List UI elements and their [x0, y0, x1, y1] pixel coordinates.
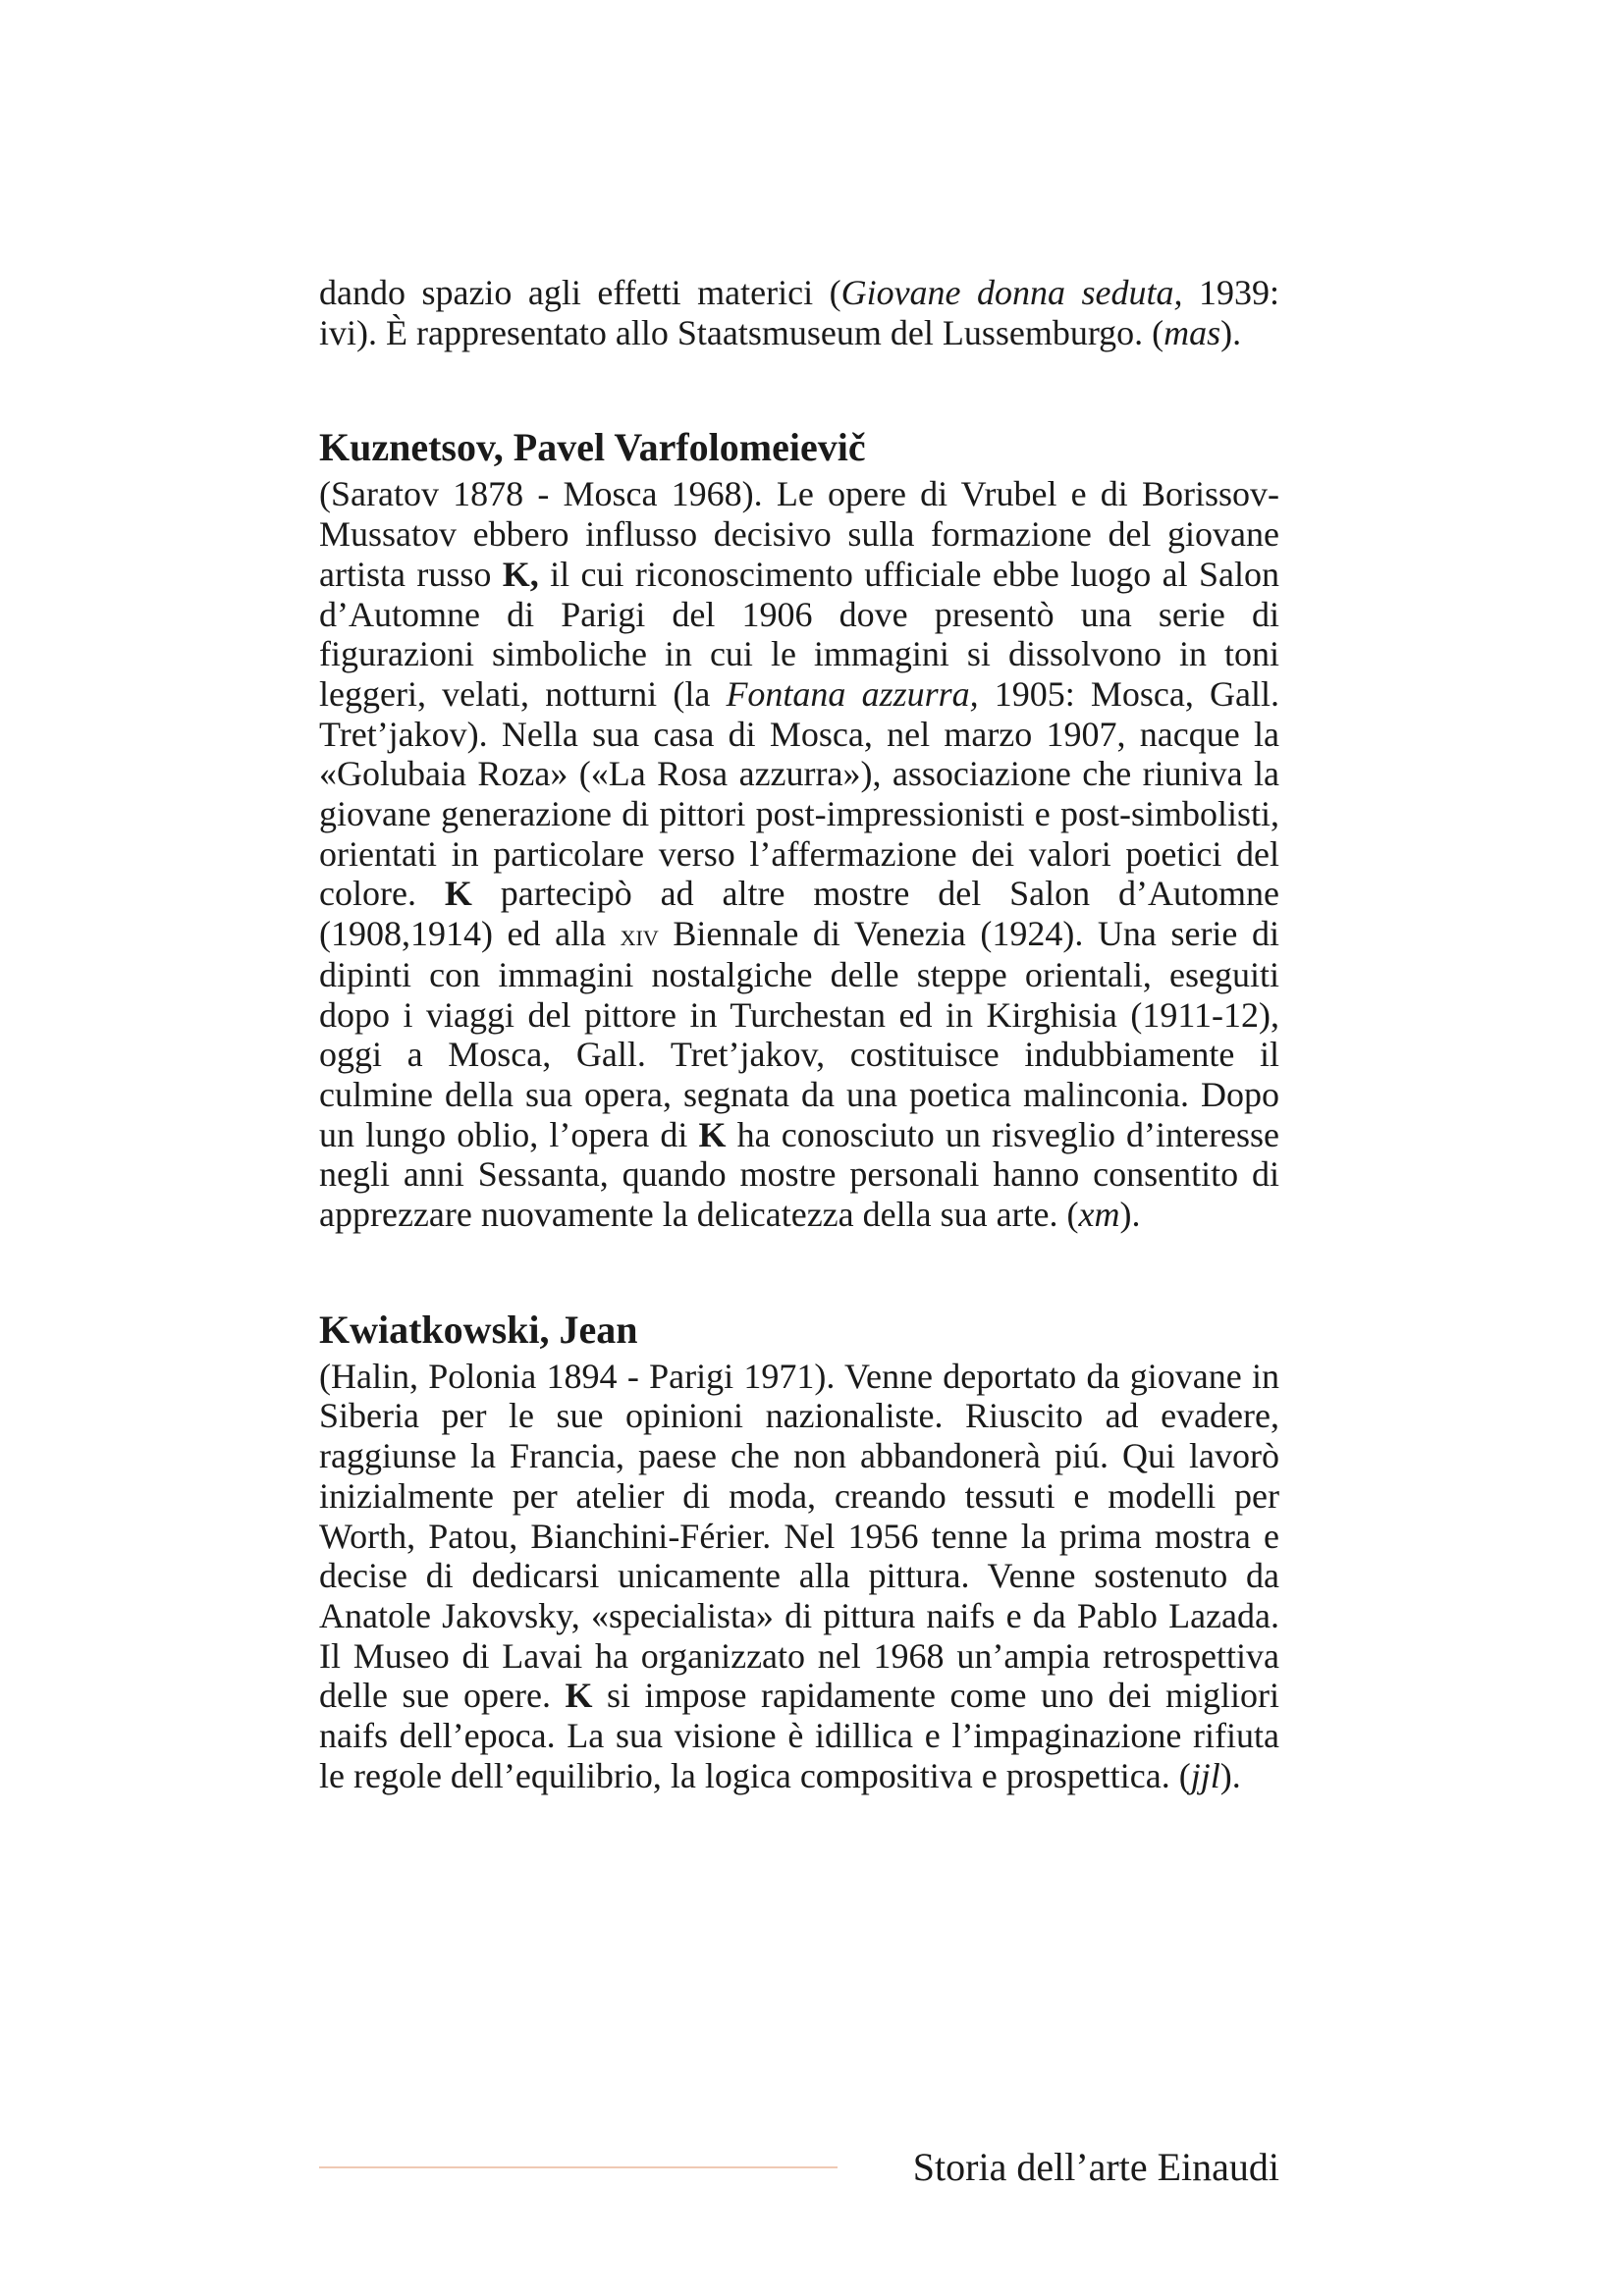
artwork-title: Fontana azzurra, — [726, 673, 979, 714]
artwork-title: Giovane donna seduta, — [840, 273, 1183, 312]
roman-numeral: xiv — [620, 917, 659, 953]
entry-body: (Saratov 1878 - Mosca 1968). Le opere di Vrubel e di Borissov-Mussatov ebbero influsso decisivo sulla formazione del giovane artista russo K, il cui riconoscimento ufficiale ebbe luogo al Salon d’Automne di Parigi del 1906 dove presentò una serie di figurazioni simboliche in cui le immagini si dissolvono in toni leggeri, velati, notturni (la Fontana azzurra, 1905: Mosca, Gall. Tret’jakov). Nella sua casa di Mosca, nel marzo 1907, nacque la «Golubaia Roza» («La Rosa azzurra»), associazione che riuniva la giovane generazione di pittori post-impressionisti e post-simbolisti, orientati in particolare verso l’affermazione dei valori poetici del colore. K partecipò ad altre mostre del Salon d’Automne (1908,1914) ed alla xiv Biennale di Venezia (1924). Una serie di dipinti con immagini nostalgiche delle steppe orientali, eseguiti dopo i viaggi del pittore in Turchestan ed in Kirghisia (1911-12), oggi a Mosca, Gall. Tret’jakov, costituisce indubbiamente il culmine della sua opera, segnata da una poetica malinconia. Dopo un lungo oblio, l’opera di K ha conosciuto un risveglio d’interesse negli anni Sessanta, quando mostre personali hanno consentito di apprezzare nuovamente la delicatezza della sua arte. (xm). — [319, 474, 1280, 1235]
page-content — [319, 273, 1279, 1796]
author-initials: jjl — [1190, 1755, 1220, 1795]
footer-rule — [319, 2166, 838, 2168]
entry-kwiatkowski — [319, 1306, 1279, 1796]
entry-title: Kuznetsov, Pavel Varfolomeievič — [319, 425, 866, 470]
initial-k: K — [565, 1676, 593, 1716]
entry-body: (Halin, Polonia 1894 - Parigi 1971). Venne deportato da giovane in Siberia per le sue opinioni nazionaliste. Riuscito ad evadere, raggiunse la Francia, paese che non abbandonerà piú. Qui lavorò inizialmente per atelier di moda, creando tessuti e modelli per Worth, Patou, Bianchini-Férier. Nel 1956 tenne la prima mostra e decise di dedicarsi unicamente alla pittura. Venne sostenuto da Anatole Jakovsky, «specialista» di pittura naifs e da Pablo Lazada. Il Museo di Lavai ha organizzato nel 1968 un’ampia retrospettiva delle sue opere. K si impose rapidamente come uno dei migliori naifs dell’epoca. La sua visione è idillica e l’impaginazione rifiuta le regole dell’equilibrio, la logica compositiva e prospettica. (jjl). — [319, 1356, 1279, 1795]
initial-k: K — [698, 1114, 727, 1154]
footer-title: Storia dell’arte Einaudi — [912, 2145, 1279, 2189]
page-footer — [319, 2138, 1279, 2197]
entry-title: Kwiatkowski, Jean — [319, 1307, 638, 1352]
continued-paragraph: dando spazio agli effetti materici (Giovane donna seduta, 1939: ivi). È rappresentato allo Staatsmuseum del Lussemburgo. (mas). — [319, 273, 1279, 352]
author-initials: xm — [1078, 1195, 1120, 1235]
initial-k: K, — [502, 554, 539, 594]
author-initials: mas — [1163, 312, 1221, 352]
entry-kuznetsov — [319, 423, 1279, 1234]
initial-k: K — [444, 874, 472, 914]
